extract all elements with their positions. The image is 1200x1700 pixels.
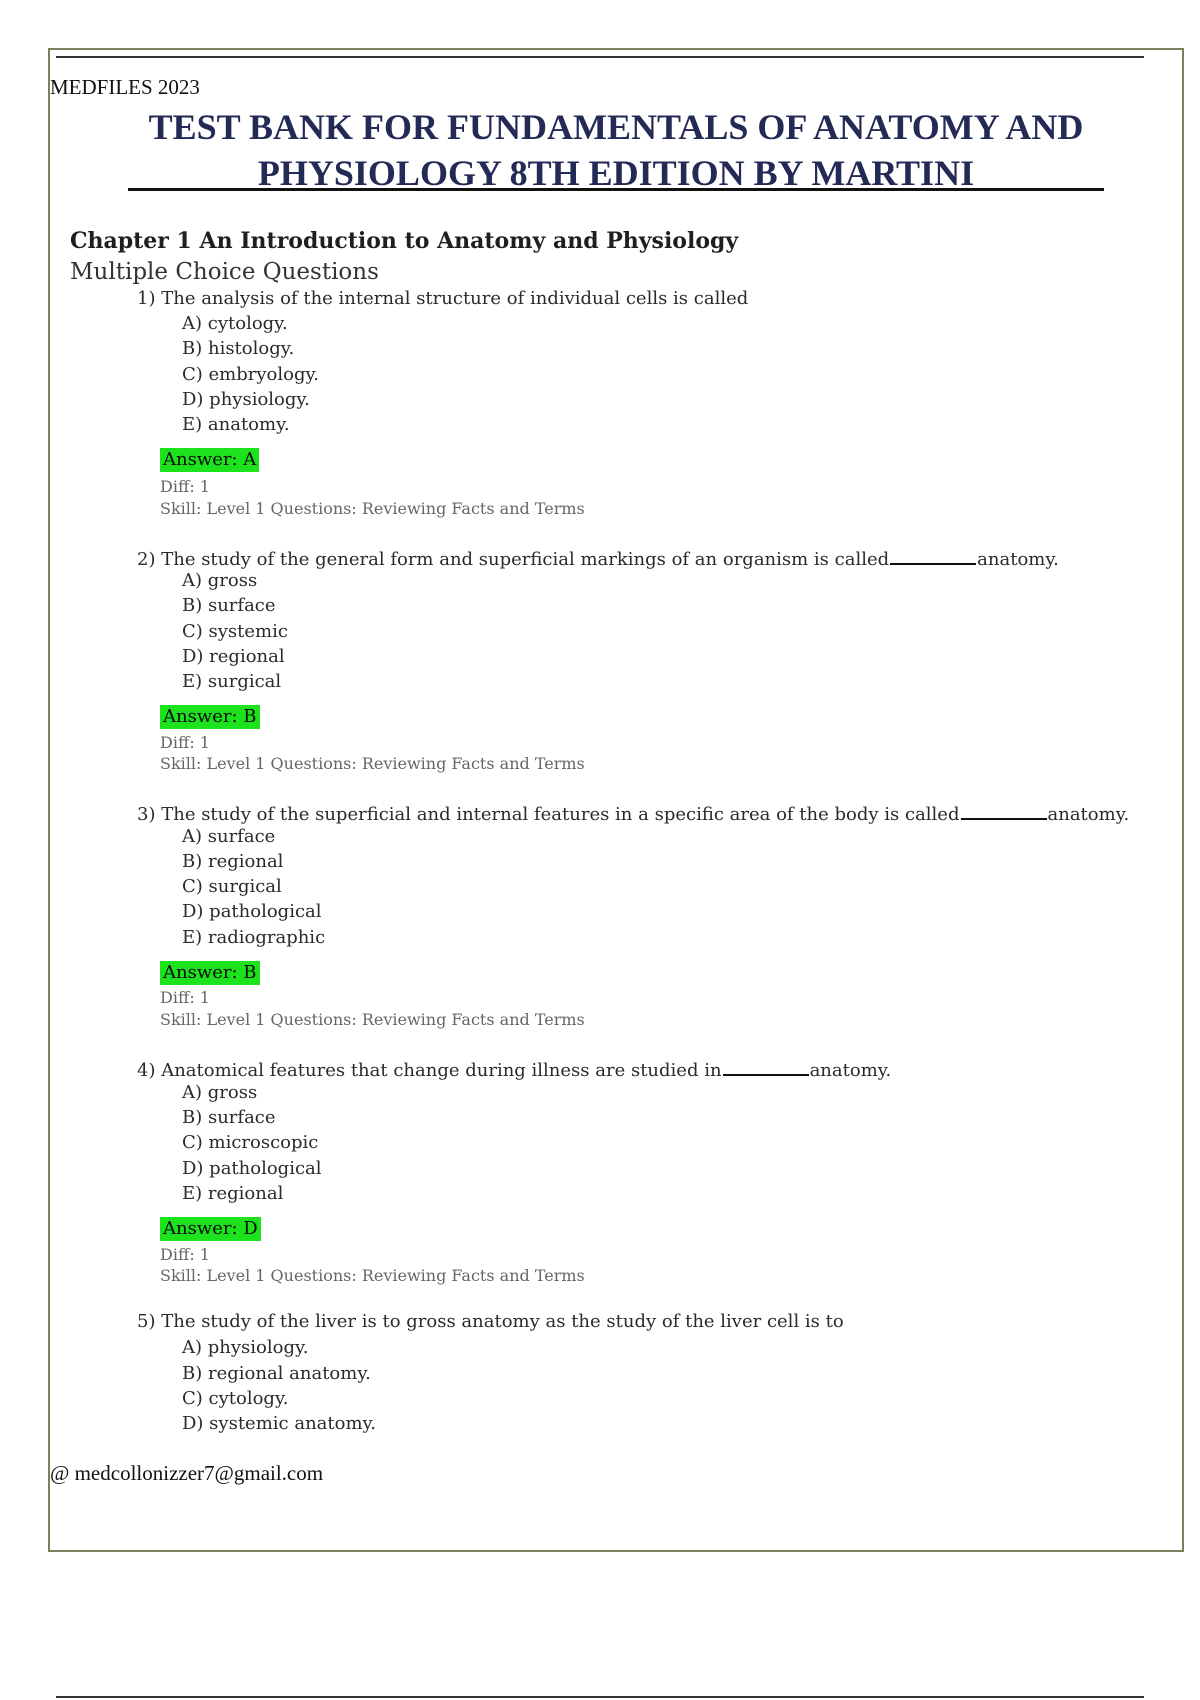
option-d: D) physiology.	[182, 389, 310, 410]
answer-highlight: Answer: B	[160, 705, 260, 729]
chapter-heading: Chapter 1 An Introduction to Anatomy and Physiology	[70, 228, 739, 254]
skill: Skill: Level 1 Questions: Reviewing Facts and Terms	[160, 1010, 585, 1029]
skill: Skill: Level 1 Questions: Reviewing Facts and Terms	[160, 754, 585, 773]
fill-blank	[890, 545, 976, 565]
option-b: B) surface	[182, 1107, 276, 1128]
option-c: C) surgical	[182, 876, 282, 897]
answer-highlight: Answer: B	[160, 961, 260, 985]
title-line-1: TEST BANK FOR FUNDAMENTALS OF ANATOMY AND	[148, 107, 1084, 147]
option-c: C) cytology.	[182, 1388, 289, 1409]
option-e: E) anatomy.	[182, 414, 290, 435]
skill: Skill: Level 1 Questions: Reviewing Facts and Terms	[160, 499, 585, 518]
document-title	[128, 104, 1104, 196]
option-e: E) radiographic	[182, 927, 326, 948]
option-a: A) physiology.	[182, 1337, 309, 1358]
option-c: C) systemic	[182, 621, 288, 642]
answer-highlight: Answer: A	[160, 448, 259, 472]
section-heading: Multiple Choice Questions	[70, 259, 379, 285]
title-line-2: PHYSIOLOGY 8TH EDITION BY MARTINI	[257, 153, 975, 193]
option-e: E) regional	[182, 1183, 284, 1204]
difficulty: Diff: 1	[160, 1245, 210, 1264]
option-c: C) microscopic	[182, 1132, 319, 1153]
question-text: 5) The study of the liver is to gross anatomy as the study of the liver cell is to	[137, 1311, 844, 1332]
option-b: B) histology.	[182, 338, 295, 359]
option-d: D) pathological	[182, 901, 322, 922]
answer-highlight: Answer: D	[160, 1217, 261, 1241]
option-c: C) embryology.	[182, 364, 319, 385]
bottom-rule	[56, 1696, 1144, 1698]
option-b: B) regional anatomy.	[182, 1363, 371, 1384]
option-b: B) surface	[182, 595, 276, 616]
option-b: B) regional	[182, 851, 284, 872]
difficulty: Diff: 1	[160, 733, 210, 752]
option-a: A) gross	[182, 1082, 258, 1103]
option-a: A) gross	[182, 570, 258, 591]
question-text: 4) Anatomical features that change during illness are studied in anatomy.	[137, 1056, 891, 1081]
fill-blank	[723, 1056, 809, 1076]
option-d: D) pathological	[182, 1158, 322, 1179]
question-text: 2) The study of the general form and superficial markings of an organism is called anatomy.	[137, 545, 1059, 570]
option-a: A) cytology.	[182, 313, 288, 334]
difficulty: Diff: 1	[160, 988, 210, 1007]
skill: Skill: Level 1 Questions: Reviewing Facts and Terms	[160, 1266, 585, 1285]
question-text: 3) The study of the superficial and internal features in a specific area of the body is called anatomy.	[137, 800, 1129, 825]
option-a: A) surface	[182, 826, 276, 847]
fill-blank	[961, 800, 1047, 820]
option-d: D) systemic anatomy.	[182, 1413, 377, 1434]
footer-email: @ medcollonizzer7@gmail.com	[50, 1461, 324, 1485]
difficulty: Diff: 1	[160, 477, 210, 496]
option-e: E) surgical	[182, 671, 282, 692]
question-text: 1) The analysis of the internal structure of individual cells is called	[137, 288, 749, 309]
header-label: MEDFILES 2023	[50, 75, 200, 99]
option-d: D) regional	[182, 646, 285, 667]
title-underline	[128, 188, 1104, 191]
